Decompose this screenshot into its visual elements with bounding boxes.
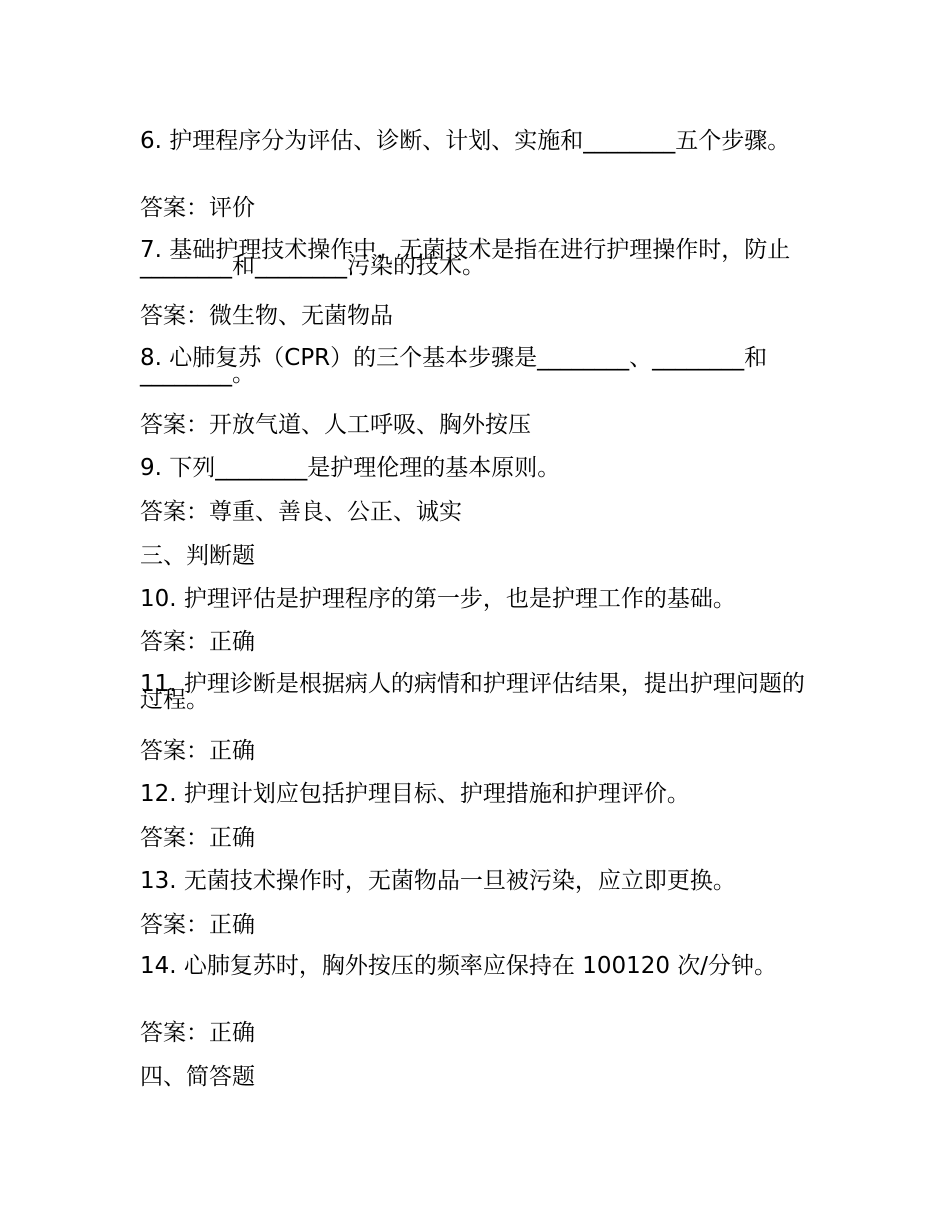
section-heading-judgment: 三、判断题 (140, 543, 255, 569)
answer-6: 答案：评价 (140, 195, 255, 221)
answer-13: 答案：正确 (140, 912, 255, 938)
question-6: 6. 护理程序分为评估、诊断、计划、实施和________五个步骤。 (140, 128, 791, 154)
answer-14: 答案：正确 (140, 1020, 255, 1046)
question-12: 12. 护理计划应包括护理目标、护理措施和护理评价。 (140, 781, 690, 807)
answer-11: 答案：正确 (140, 738, 255, 764)
question-10: 10. 护理评估是护理程序的第一步，也是护理工作的基础。 (140, 586, 736, 612)
question-9: 9. 下列________是护理伦理的基本原则。 (140, 455, 561, 481)
answer-8: 答案：开放气道、人工呼吸、胸外按压 (140, 412, 531, 438)
question-11: 11. 护理诊断是根据病人的病情和护理评估结果，提出护理问题的过程。 (140, 671, 805, 713)
answer-9: 答案：尊重、善良、公正、诚实 (140, 499, 462, 525)
answer-12: 答案：正确 (140, 825, 255, 851)
question-8: 8. 心肺复苏（CPR）的三个基本步骤是________、________和________。 (140, 345, 768, 387)
question-7: 7. 基础护理技术操作中，无菌技术是指在进行护理操作时，防止________和________污染的技术。 (140, 237, 791, 279)
question-14: 14. 心肺复苏时，胸外按压的频率应保持在 100120 次/分钟。 (140, 953, 778, 979)
section-heading-short-answer: 四、简答题 (140, 1064, 255, 1090)
answer-7: 答案：微生物、无菌物品 (140, 303, 393, 329)
answer-10: 答案：正确 (140, 629, 255, 655)
question-13: 13. 无菌技术操作时，无菌物品一旦被污染，应立即更换。 (140, 868, 736, 894)
